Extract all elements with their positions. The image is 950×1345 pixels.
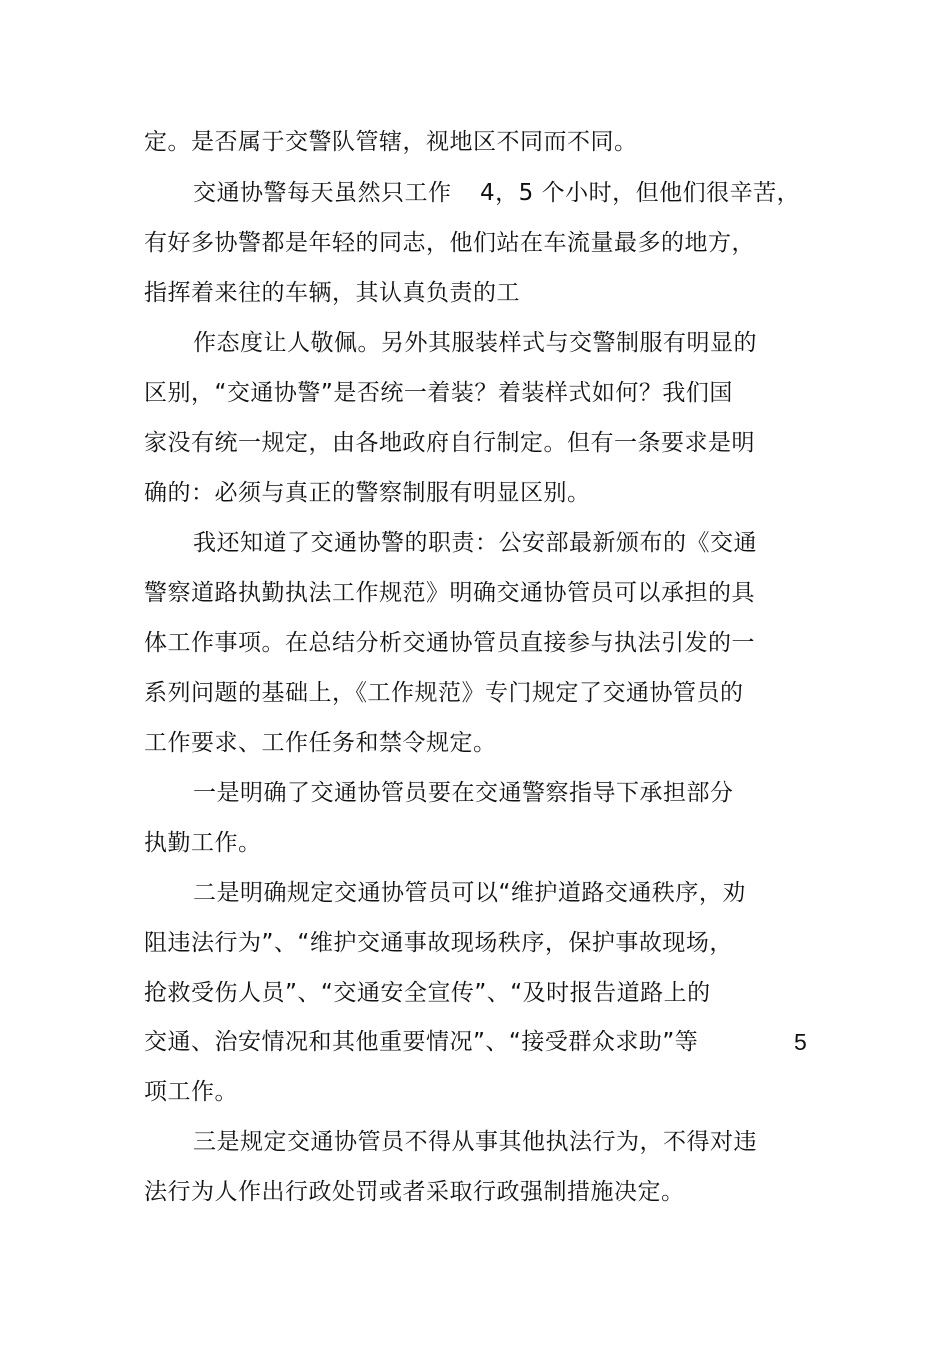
- page-number: 5: [794, 1029, 808, 1055]
- text-line: 交通、治安情况和其他重要情况”、“接受群众求助”等: [144, 1029, 699, 1055]
- text-line: 二是明确规定交通协管员可以“维护道路交通秩序，劝: [193, 880, 746, 906]
- text-line: 定。是否属于交警队管辖，视地区不同而不同。: [144, 129, 638, 155]
- text-line: 一是明确了交通协管员要在交通警察指导下承担部分: [193, 780, 734, 806]
- text-line: 法行为人作出行政处罚或者采取行政强制措施决定。: [144, 1179, 685, 1205]
- text-line: 有好多协警都是年轻的同志，他们站在车流量最多的地方，: [144, 230, 755, 256]
- text-line: 指挥着来往的车辆，其认真负责的工: [144, 280, 520, 306]
- text-line: 阻违法行为”、“维护交通事故现场秩序，保护事故现场，: [144, 930, 733, 956]
- text-line: 确的：必须与真正的警察制服有明显区别。: [144, 480, 591, 506]
- text-line: 我还知道了交通协警的职责：公安部最新颁布的《交通: [193, 530, 757, 556]
- text-line: 体工作事项。在总结分析交通协管员直接参与执法引发的一: [144, 630, 755, 656]
- text-line: 抢救受伤人员”、“交通安全宣传”、“及时报告道路上的: [144, 980, 711, 1006]
- text-line: 项工作。: [144, 1079, 238, 1105]
- text-line: 工作要求、工作任务和禁令规定。: [144, 730, 497, 756]
- text-line: 作态度让人敬佩。另外其服装样式与交警制服有明显的: [193, 330, 757, 356]
- text-line: 警察道路执勤执法工作规范》明确交通协管员可以承担的具: [144, 580, 755, 606]
- text-line: 三是规定交通协管员不得从事其他执法行为，不得对违: [193, 1129, 757, 1155]
- text-line: 交通协警每天虽然只工作: [193, 180, 452, 206]
- text-line: 区别，“交通协警”是否统一着装？着装样式如何？我们国: [144, 380, 733, 406]
- text-line: 家没有统一规定，由各地政府自行制定。但有一条要求是明: [144, 430, 755, 456]
- text-line: 系列问题的基础上，《工作规范》专门规定了交通协管员的: [144, 680, 744, 706]
- text-line: 执勤工作。: [144, 830, 262, 856]
- text-line: 4，5 个小时，但他们很辛苦，: [480, 180, 801, 206]
